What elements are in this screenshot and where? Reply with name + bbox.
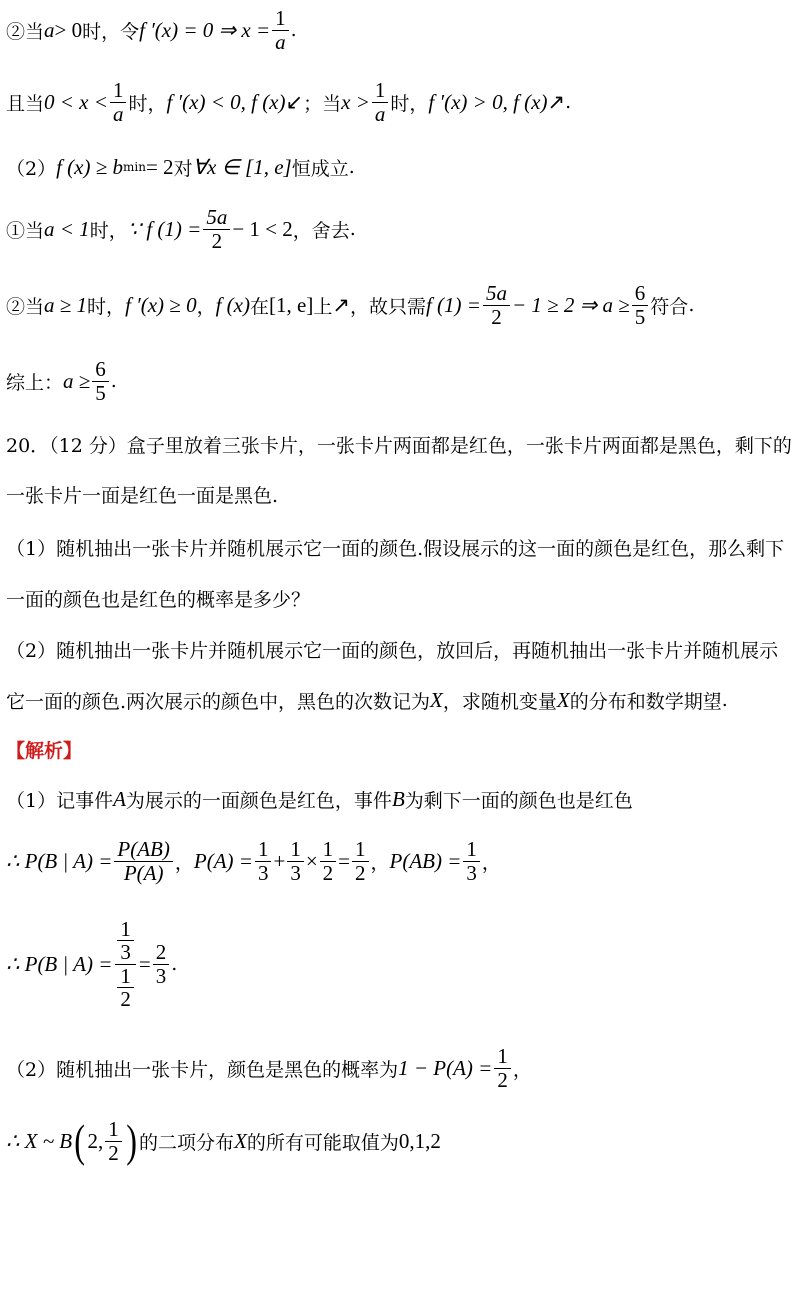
binomial-distribution-line: ∴ X ~ B ( 2, $\frac{1}{2}$ ) 的二项分布 X 的所有可能取值为 0,1,2 xyxy=(6,1115,441,1166)
solution-2-line: （2）随机抽出一张卡片，颜色是黑色的概率为 1 − P(A) = $\frac{1}{2}$ ， xyxy=(6,1044,532,1092)
monotonic-interval-line: 且当 0 < x < $\frac{1}{a}$ 时， f ′(x) < 0, f (x) ↙ ；当 x > $\frac{1}{a}$ 时， f ′(x) > 0, f (x) ↗ . xyxy=(6,78,572,126)
fraction: $\frac{1}{a}$ xyxy=(272,7,289,52)
fraction: $\frac{1}{2}$ xyxy=(352,838,369,883)
solution-1-intro: （1）记事件 A 为展示的一面颜色是红色，事件 B 为剩下一面的颜色也是红色 xyxy=(6,786,633,812)
conditional-probability-result: ∴ P(B | A) = $\frac{\frac{1}{3}}{\frac{1}{2}}$ = $\frac{2}{3}$ . xyxy=(6,917,178,1011)
conditional-probability-line: ∴ P(B | A) = $\frac{P(AB)}{P(A)}$ ， P(A) = $\frac{1}{3}$ + $\frac{1}{3}$ × $\frac{1}{2}$ = $\frac{1}{2}$ ， P(AB) = $\frac{1}{3}$ ， xyxy=(6,837,501,885)
increasing-arrow-icon: ↗ xyxy=(332,292,350,317)
problem-20-line-1: 20．（12 分）盒子里放着三张卡片，一张卡片两面都是红色，一张卡片两面都是黑色，剩下的 xyxy=(6,434,792,457)
increasing-arrow-icon: ↗ xyxy=(547,89,566,114)
case2-condition-line: ②当 a > 0 时，令 f ′(x) = 0 ⇒ x = $\frac{1}{a}$ . xyxy=(6,6,297,54)
fraction: $\frac{1}{a}$ xyxy=(110,79,127,124)
question-2-line-1: （2）随机抽出一张卡片并随机展示它一面的颜色，放回后，再随机抽出一张卡片并随机展示 xyxy=(6,639,779,662)
fraction: $\frac{1}{3}$ xyxy=(287,838,304,883)
fraction: $\frac{1}{2}$ xyxy=(105,1118,122,1163)
question-2-line-2: 它一面的颜色.两次展示的颜色中，黑色的次数记为 X ，求随机变量 X 的分布和数学期望 . xyxy=(6,687,728,713)
decreasing-arrow-icon: ↙ xyxy=(285,89,304,114)
fraction: $\frac{1}{3}$ xyxy=(463,838,480,883)
fraction: $\frac{1}{a}$ xyxy=(372,79,389,124)
case2-line: ②当 a ≥ 1 时， f ′(x) ≥ 0 ， f (x) 在 [1, e] 上 ↗ ，故只需 f (1) = $\frac{5a}{2}$ − 1 ≥ 2 ⇒ a ≥ $\frac{6}{5}$ 符合 . xyxy=(6,281,695,329)
fraction: $\frac{5a}{2}$ xyxy=(203,206,230,251)
question-1-line-1: （1）随机抽出一张卡片并随机展示它一面的颜色.假设展示的这一面的颜色是红色，那么剩下 xyxy=(6,537,785,560)
fraction: $\frac{1}{2}$ xyxy=(320,838,337,883)
fraction: $\frac{2}{3}$ xyxy=(153,941,170,986)
case1-line: ①当 a < 1 时， ∵ f (1) = $\frac{5a}{2}$ − 1 < 2 ，舍去 . xyxy=(6,205,356,253)
compound-fraction: $\frac{\frac{1}{3}}{\frac{1}{2}}$ xyxy=(114,918,137,1009)
problem-20-line-2: 一张卡片一面是红色一面是黑色. xyxy=(6,484,279,507)
question-1-line-2: 一面的颜色也是红色的概率是多少？ xyxy=(6,588,311,611)
fraction: $\frac{P(AB)}{P(A)}$ xyxy=(114,838,172,883)
fraction: $\frac{6}{5}$ xyxy=(632,282,649,327)
fraction: $\frac{1}{3}$ xyxy=(255,838,272,883)
fraction: $\frac{5a}{2}$ xyxy=(483,282,510,327)
fraction: $\frac{1}{2}$ xyxy=(494,1045,511,1090)
solution-heading: 【解析】 xyxy=(6,739,83,762)
fraction: $\frac{6}{5}$ xyxy=(92,358,109,403)
part2-condition-line: （2） f (x) ≥ b min = 2 对 ∀x ∈ [1, e] 恒成立 . xyxy=(6,154,355,180)
conclusion-line: 综上： a ≥ $\frac{6}{5}$ . xyxy=(6,357,117,405)
